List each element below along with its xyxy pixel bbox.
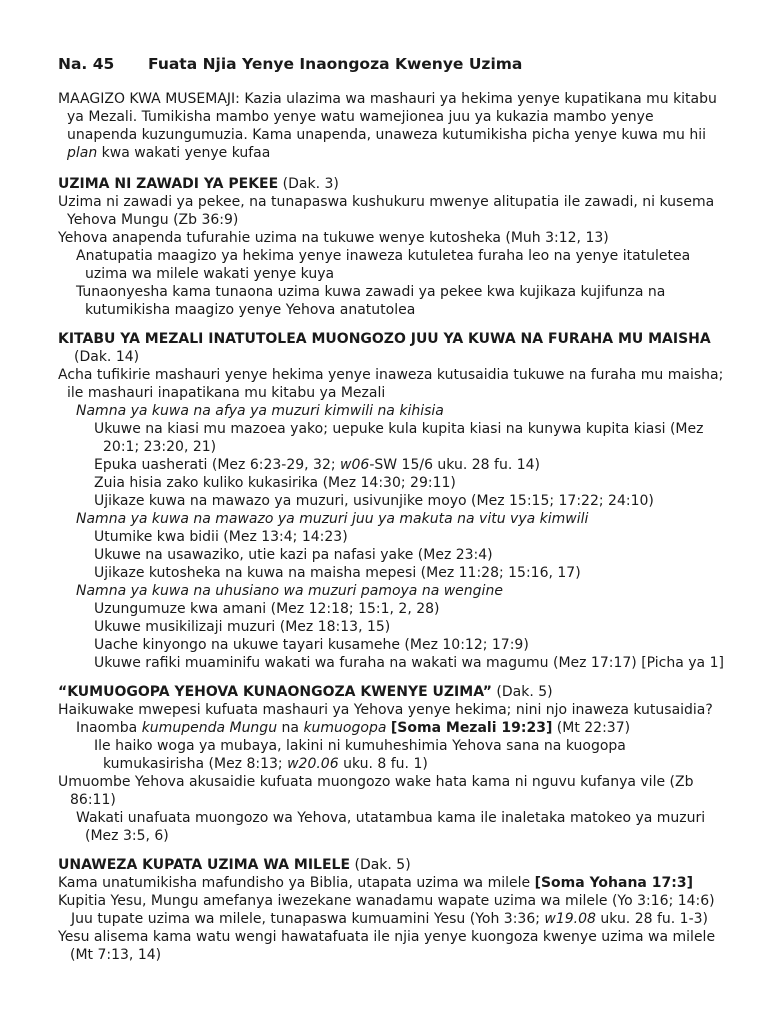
subpoint: Ujikaze kutosheka na kuwa na maisha mepesi (Mez 11:28; 15:16, 17) bbox=[94, 565, 581, 581]
section-kitabu-mezali bbox=[58, 330, 728, 672]
subpoint bbox=[58, 737, 728, 773]
text-italic: kumupenda Mungu bbox=[141, 720, 278, 736]
subpoint: Anatupatia maagizo ya hekima yenye inaweza kutuletea furaha leo na yenye itatuletea uzima wa milele wakati yenye kuya bbox=[76, 248, 691, 282]
heading-text: UZIMA NI ZAWADI YA PEKEE bbox=[58, 176, 279, 192]
scripture-reading: [Soma Mezali 19:23] bbox=[390, 720, 553, 736]
subpoint: Ukuwe na kiasi mu mazoea yako; uepuke kula kupita kiasi na kunywa kupita kiasi (Mez 20:1; 23:20, 21) bbox=[94, 421, 704, 455]
instructions-label: MAAGIZO KWA MUSEMAJI: bbox=[58, 91, 240, 107]
text-italic: kumuogopa bbox=[303, 720, 387, 736]
point: Umuombe Yehova akusaidie kufuata muongozo wake hata kama ni nguvu kufanya vile (Zb 86:11) bbox=[58, 774, 694, 808]
text: uku. 8 fu. 1) bbox=[338, 756, 428, 772]
point: Acha tufikirie mashauri yenye hekima yenye inaweza kutusaidia tukuwe na furaha mu maisha; ile mashauri inapatikana mu kitabu ya Mezali bbox=[58, 367, 724, 401]
section-heading bbox=[58, 683, 728, 701]
instructions-text-end: kwa wakati yenye kufaa bbox=[97, 145, 271, 161]
instructions-text: Kazia ulazima wa mashauri ya hekima yenye kupatikana mu kitabu ya Mezali. Tumikisha mambo yenye watu wamejionea juu ya kukazia mambo yenye unapenda kuzungumuzia. Kama unapenda, unaweza kutumikisha picha yenye kuwa mu hii bbox=[67, 91, 717, 143]
text: (Mt 22:37) bbox=[552, 720, 631, 736]
speaker-instructions bbox=[58, 90, 728, 162]
point: Haikuwake mwepesi kufuata mashauri ya Yehova yenye hekima; nini njo inaweza kutusaidia? bbox=[58, 702, 713, 718]
subpoint: Ukuwe rafiki muaminifu wakati wa furaha na wakati wa magumu (Mez 17:17) [Picha ya 1] bbox=[94, 655, 724, 671]
duration: (Dak. 5) bbox=[350, 857, 411, 873]
duration: (Dak. 5) bbox=[491, 684, 553, 700]
point: Uzima ni zawadi ya pekee, na tunapaswa kushukuru mwenye alitupatia ile zawadi, ni kusema Yehova Mungu (Zb 36:9) bbox=[58, 194, 715, 228]
subheading: Namna ya kuwa na afya ya muzuri kimwili na kihisia bbox=[76, 403, 444, 419]
heading-text: “KUMUOGOPA YEHOVA KUNAONGOZA KWENYE UZIMA” bbox=[58, 684, 492, 700]
subpoint: Tunaonyesha kama tunaona uzima kuwa zawadi ya pekee kwa kujikaza kujifunza na kutumikisha maagizo yenye Yehova anatutolea bbox=[76, 284, 666, 318]
subpoint bbox=[58, 456, 728, 474]
ref-italic: w06 bbox=[340, 457, 370, 473]
section-kumuogopa-yehova bbox=[58, 683, 728, 845]
point bbox=[58, 874, 728, 892]
text: Juu tupate uzima wa milele, tunapaswa kumuamini Yesu (Yoh 3:36; bbox=[71, 911, 545, 927]
subpoint: Ujikaze kuwa na mawazo ya muzuri, usivunjike moyo (Mez 15:15; 17:22; 24:10) bbox=[94, 493, 654, 509]
text: Inaomba bbox=[76, 720, 142, 736]
duration: (Dak. 3) bbox=[278, 176, 339, 192]
talk-number: Na. 45 bbox=[58, 55, 115, 73]
point: Yesu alisema kama watu wengi hawatafuata ile njia yenye kuongoza kwenye uzima wa milele (Mt 7:13, 14) bbox=[58, 929, 716, 963]
ref-italic: w20.06 bbox=[287, 756, 339, 772]
scripture-reading: [Soma Yohana 17:3] bbox=[534, 875, 693, 891]
section-heading bbox=[58, 856, 728, 874]
section-heading bbox=[58, 330, 728, 366]
text: na bbox=[277, 720, 304, 736]
subheading: Namna ya kuwa na mawazo ya muzuri juu ya makuta na vitu vya kimwili bbox=[76, 511, 589, 527]
talk-title: Fuata Njia Yenye Inaongoza Kwenye Uzima bbox=[148, 55, 523, 73]
subheading: Namna ya kuwa na uhusiano wa muzuri pamoya na wengine bbox=[76, 583, 503, 599]
section-heading bbox=[58, 175, 728, 193]
subpoint: Utumike kwa bidii (Mez 13:4; 14:23) bbox=[94, 529, 348, 545]
section-uzima-milele bbox=[58, 856, 728, 964]
text: Epuka uasherati (Mez 6:23-29, 32; bbox=[94, 457, 341, 473]
section-uzima-zawadi bbox=[58, 175, 728, 319]
subpoint: Wakati unafuata muongozo wa Yehova, utatambua kama ile inaletaka matokeo ya muzuri (Mez 3:5, 6) bbox=[76, 810, 706, 844]
text: Kama unatumikisha mafundisho ya Biblia, utapata uzima wa milele bbox=[58, 875, 535, 891]
subpoint: Ukuwe musikilizaji muzuri (Mez 18:13, 15) bbox=[94, 619, 391, 635]
heading-text: KITABU YA MEZALI INATUTOLEA MUONGOZO JUU YA KUWA NA FURAHA MU MAISHA bbox=[58, 331, 711, 347]
duration: (Dak. 14) bbox=[74, 349, 140, 365]
heading-text: UNAWEZA KUPATA UZIMA WA MILELE bbox=[58, 857, 351, 873]
subpoint: Ukuwe na usawaziko, utie kazi pa nafasi yake (Mez 23:4) bbox=[94, 547, 493, 563]
subpoint: Uache kinyongo na ukuwe tayari kusamehe (Mez 10:12; 17:9) bbox=[94, 637, 529, 653]
subpoint bbox=[58, 910, 728, 928]
text: Ile haiko woga ya mubaya, lakini ni kumuheshimia Yehova sana na kuogopa kumukasirisha (Mez 8:13; bbox=[94, 738, 626, 772]
subpoint bbox=[58, 719, 728, 737]
point: Kupitia Yesu, Mungu amefanya iwezekane wanadamu wapate uzima wa milele (Yo 3:16; 14:6) bbox=[58, 893, 715, 909]
point: Yehova anapenda tufurahie uzima na tukuwe wenye kutosheka (Muh 3:12, 13) bbox=[58, 230, 609, 246]
subpoint: Zuia hisia zako kuliko kukasirika (Mez 14:30; 29:11) bbox=[94, 475, 456, 491]
text: uku. 28 fu. 1-3) bbox=[595, 911, 709, 927]
instructions-italic: plan bbox=[67, 145, 98, 161]
ref-italic: w19.08 bbox=[544, 911, 596, 927]
page-title bbox=[58, 55, 728, 73]
text: -SW 15/6 uku. 28 fu. 14) bbox=[369, 457, 540, 473]
subpoint: Uzungumuze kwa amani (Mez 12:18; 15:1, 2, 28) bbox=[94, 601, 440, 617]
